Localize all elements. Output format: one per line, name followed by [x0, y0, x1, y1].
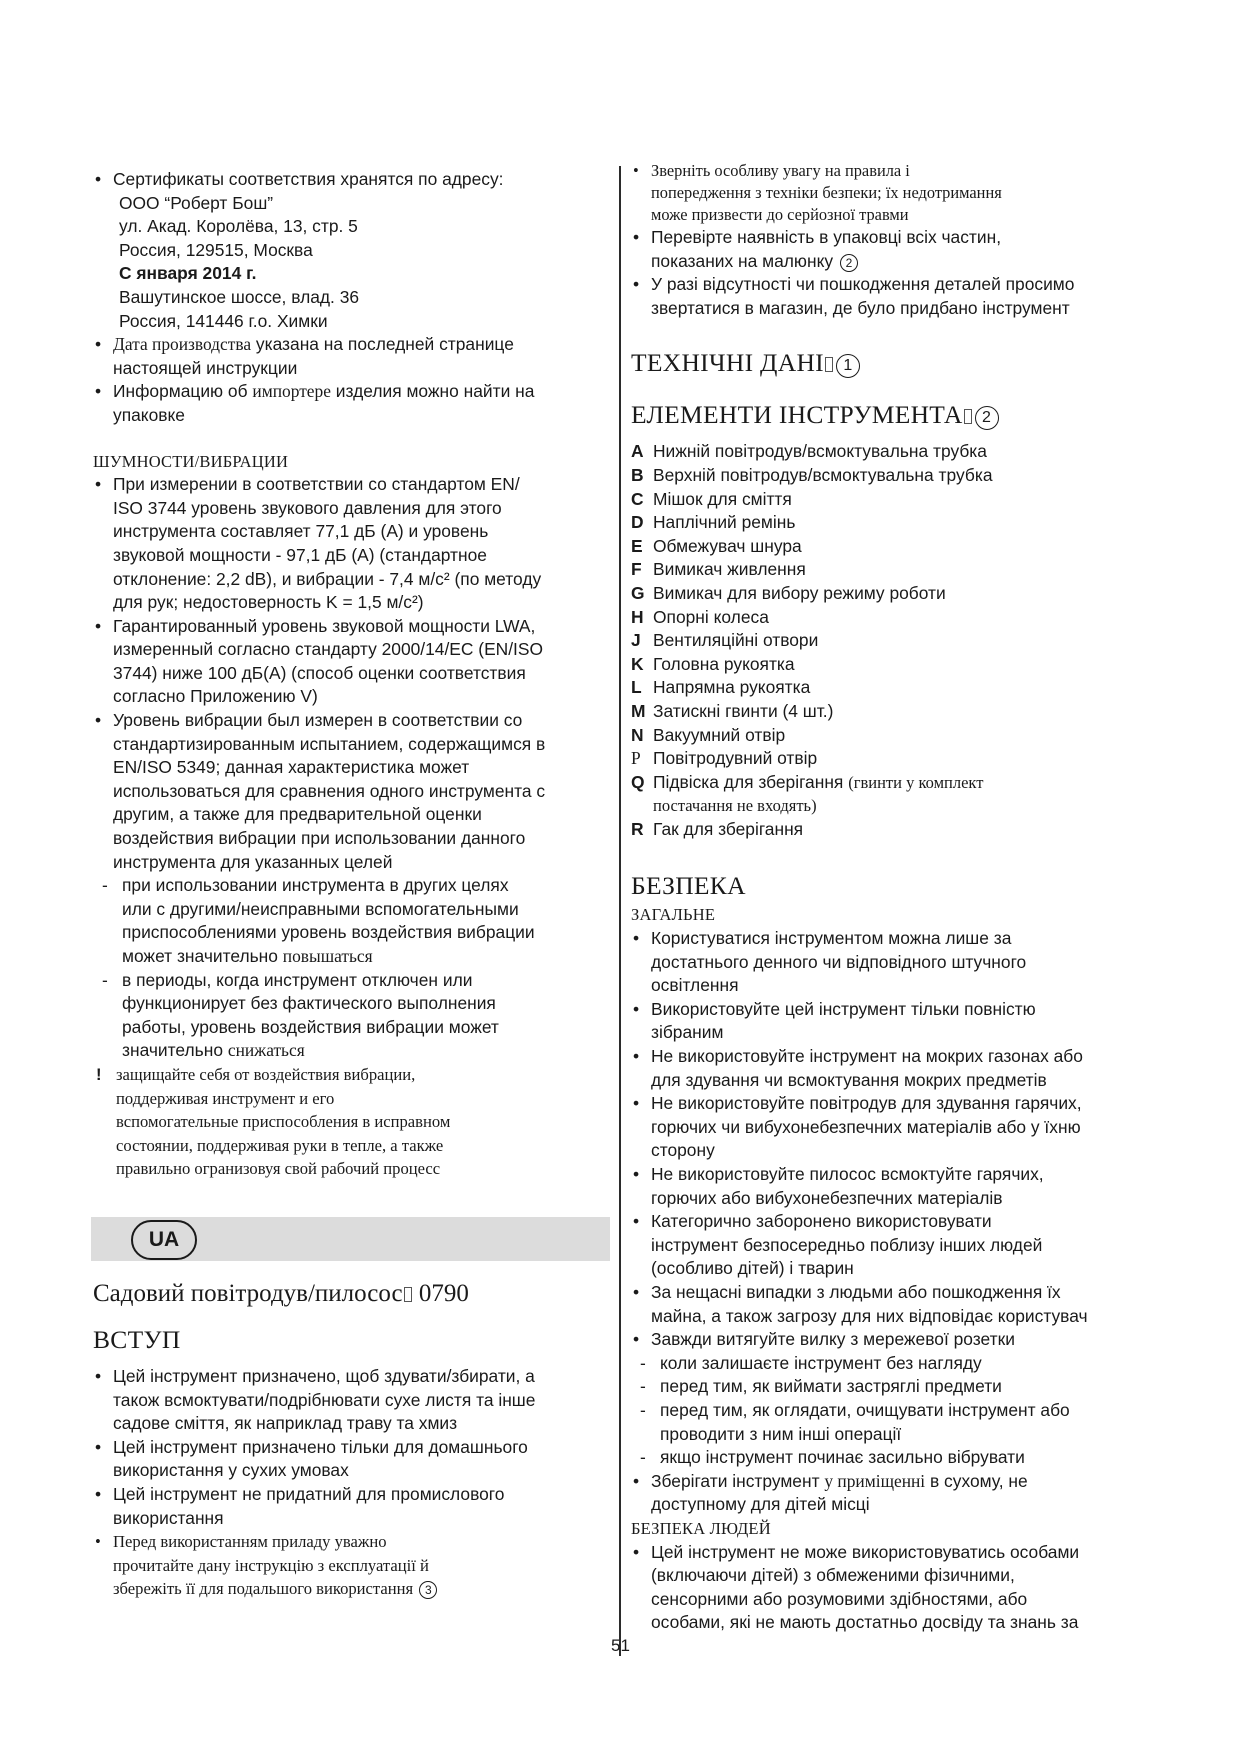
vibration-dash-list: [93, 874, 608, 1063]
dash-item-idle: - в периоды, когда инструмент отключен или функционирует без фактического выполнения работы, уровень воздействия вибрации может значительно снижаться: [97, 969, 608, 1063]
part-item-c: C Мішок для сміття: [631, 488, 792, 509]
noise-list: [93, 473, 608, 874]
part-item-f: F Вимикач живлення: [631, 559, 806, 580]
safety-item-1: • Користуватися інструментом можна лише за достатнього денного чи відповідного штучного освітлення: [631, 927, 1151, 998]
noise-item-3: • Уровень вибрации был измерен в соответствии со стандартизированным испытанием, содержащимся в EN/ISO 5349; данная характеристика может использоваться для сравнения одного инструмента с другим, а также для предварительной оценки воздействия вибрации при использовании данного инструмента для указанных целей: [93, 709, 608, 874]
part-item-g: G Вимикач для вибору режиму роботи: [631, 582, 946, 603]
intro-item-3: • Цей інструмент не придатний для промислового використання: [93, 1483, 608, 1530]
part-item-l: L Напрямна рукоятка: [631, 677, 811, 698]
unplug-dash-list: [631, 1352, 1151, 1470]
noise-item-2: • Гарантированный уровень звуковой мощности LWA, измеренный согласно стандарту 2000/14/EC (EN/ISO 3744) ниже 100 дБ(A) (способ оценки соответствия согласно Приложению V): [93, 615, 608, 709]
people-safety-item: • Цей інструмент не може використовуватись особами (включаючи дітей) з обмеженими фізичними, сенсорними або розумовими здібностями, або особами, які не мають достатньо досвіду та знань за: [631, 1541, 1151, 1635]
product-title: Садовий повітродув/пилосос 0790: [93, 1279, 469, 1307]
figure-1-ref: 1: [836, 354, 860, 378]
safety-heading: БЕЗПЕКА: [631, 871, 746, 901]
part-item-e: E Обмежувач шнура: [631, 535, 802, 556]
unplug-dash-item-4: - якщо інструмент починає засильно вібрувати: [635, 1446, 1151, 1470]
parts-list: [631, 440, 1151, 770]
part-item-q: Q Підвіска для зберігання (гвинти у комплект постачання не входять): [631, 771, 984, 816]
figure-2-ref: 2: [840, 254, 858, 272]
unplug-dash-item-2: - перед тим, як виймати застряглі предмети: [635, 1375, 1151, 1399]
elements-heading: ЕЛЕМЕНТИ ІНСТРУМЕНТА 2: [631, 400, 1151, 430]
safety-item-4: • Не використовуйте повітродув для здування гарячих, горючих чи вибухонебезпечних матеріалів або у їхню сторону: [631, 1092, 1151, 1163]
part-item-d: D Наплічний ремінь: [631, 512, 796, 533]
certificates-item: • Сертификаты соответствия хранятся по адресу: ООО “Роберт Бош” ул. Акад. Королёва, 13, стр. 5 Россия, 129515, Москва С января 2014 г. Вашутинское шоссе, влад. 36 Россия, 141446 г.о. Химки: [93, 168, 608, 333]
figure-3-ref: 3: [419, 1581, 437, 1599]
people-safety-heading: БЕЗПЕКА ЛЮДЕЙ: [631, 1518, 771, 1538]
storage-item: • Зберігати інструмент у приміщенні в сухому, не доступному для дітей місці: [631, 1470, 1151, 1517]
column-divider: [619, 166, 621, 1656]
warning-mark: !: [96, 1064, 102, 1084]
intro-item-2: • Цей інструмент призначено тільки для домашнього використання у сухих умовах: [93, 1436, 608, 1483]
part-item-r: R Гак для зберігання: [631, 818, 804, 839]
safety-item-5: • Не використовуйте пилосос всмоктуйте гарячих, горючих або вибухонебезпечних матеріалів: [631, 1163, 1151, 1210]
tech-data-heading: ТЕХНІЧНІ ДАНІ 1: [631, 348, 1151, 378]
safety-list: [631, 927, 1151, 1328]
noise-item-1: • При измерении в соответствии со стандартом EN/ ISO 3744 уровень звукового давления для этого инструмента составляет 77,1 дБ (A) и уровень звуковой мощности - 97,1 дБ (A) (стандартное отклонение: 2,2 dB), и вибрации - 7,4 м/с² (по методу для рук; недостоверность K = 1,5 м/с²): [93, 473, 608, 615]
part-item-m: M Затискні гвинти (4 шт.): [631, 700, 834, 721]
language-badge: UA: [131, 1220, 197, 1260]
right-column: [631, 160, 1151, 1635]
intro-heading: ВСТУП: [93, 1324, 181, 1354]
unplug-dash-item-1: - коли залишаєте інструмент без нагляду: [635, 1352, 1151, 1376]
intro-item-1: • Цей інструмент призначено, щоб здувати/збирати, а також всмоктувати/подрібнювати сухе листя та інше садове сміття, як наприклад траву та хмиз: [93, 1365, 608, 1436]
safety-item-7: • За нещасні випадки з людьми або пошкодження їх майна, а також загрозу для них відповідає користувач: [631, 1281, 1151, 1328]
noise-heading: ШУМНОСТИ/ВИБРАЦИИ: [93, 451, 289, 471]
read-manual-item: • Перед використанням приладу уважно прочитайте дану інструкцію з експлуатації й збережіть її для подальшого використання 3: [93, 1530, 608, 1601]
part-item-j: J Вентиляційні отвори: [631, 630, 819, 651]
safety-item-6: • Категорично заборонено використовувати інструмент безпосередньо поблизу інших людей (особливо дітей) і тварин: [631, 1210, 1151, 1281]
figure-2-ref-heading: 2: [975, 406, 999, 430]
part-item-a: A Нижній повітродув/всмоктувальна трубка: [631, 441, 987, 462]
unplug-dash-item-3: - перед тим, як оглядати, очищувати інструмент або проводити з ним інші операції: [635, 1399, 1151, 1446]
page-number: 51: [611, 1636, 630, 1655]
vibration-warning: ! защищайте себя от воздействия вибрации, поддерживая инструмент и его вспомогательные приспособления в исправном состоянии, поддерживая руки в тепле, а также правильно огранизовуя свой рабочий процесс: [96, 1064, 451, 1179]
language-bar: [91, 1217, 610, 1261]
intro-list: [93, 1365, 608, 1530]
part-item-h: H Опорні колеса: [631, 606, 769, 627]
general-subheading: ЗАГАЛЬНЕ: [631, 905, 716, 925]
missing-parts-item: • У разі відсутності чи пошкодження деталей просимо звертатися в магазин, де було придбано інструмент: [631, 273, 1151, 320]
part-item-p: P Повітродувний отвір: [631, 748, 818, 769]
importer-item: • Информацию об импортере изделия можно найти на упаковке: [93, 380, 608, 427]
part-item-b: B Верхній повітродув/всмоктувальна трубка: [631, 464, 993, 485]
part-item-k: K Головна рукоятка: [631, 653, 795, 674]
attention-item: • Зверніть особливу увагу на правила і попередження з техніки безпеки; їх недотримання може призвести до серйозної травми: [631, 160, 1151, 226]
dash-item-other-use: - при использовании инструмента в других целях или с другими/неисправными вспомогательными приспособлениями уровень воздействия вибрации может значительно повышаться: [97, 874, 608, 968]
safety-item-2: • Використовуйте цей інструмент тільки повністю зібраним: [631, 998, 1151, 1045]
part-item-n: N Вакуумний отвір: [631, 724, 786, 745]
check-parts-item: • Перевірте наявність в упаковці всіх частин, показаних на малюнку 2: [631, 226, 1151, 273]
production-date-item: • Дата производства указана на последней странице настоящей инструкции: [93, 333, 608, 380]
unplug-item: • Завжди витягуйте вилку з мережевої розетки: [631, 1328, 1151, 1352]
safety-item-3: • Не використовуйте інструмент на мокрих газонах або для здування чи всмоктування мокрих предметів: [631, 1045, 1151, 1092]
left-column: [93, 168, 608, 1601]
